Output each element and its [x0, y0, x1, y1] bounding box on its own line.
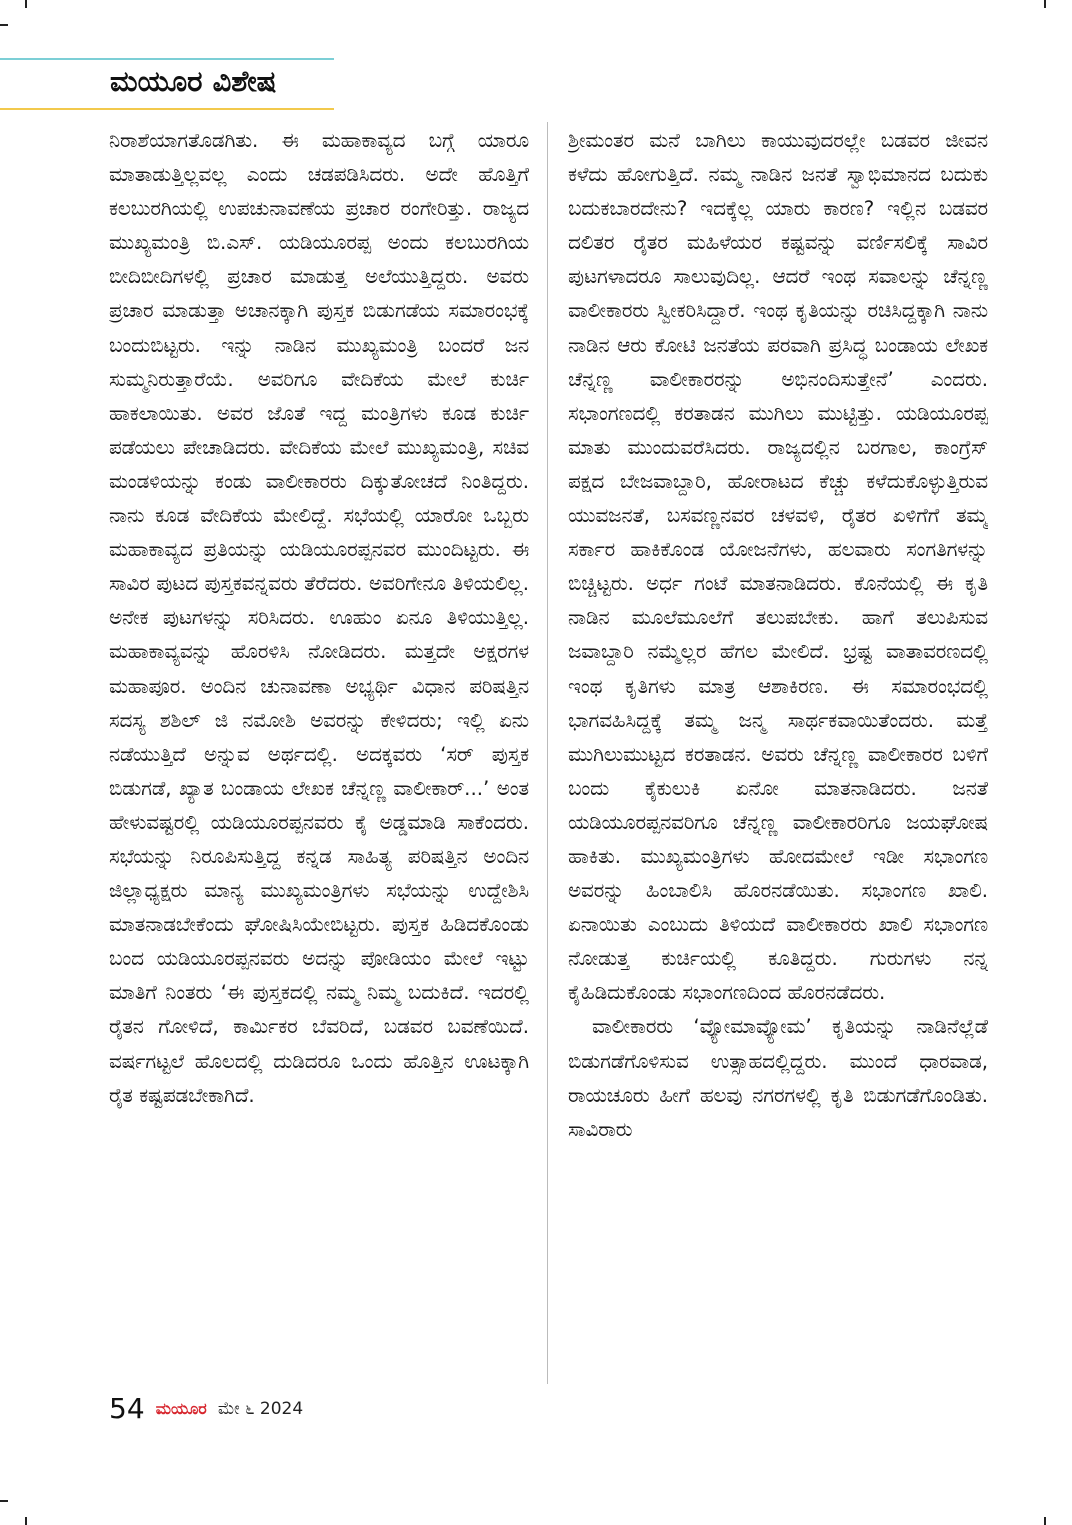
- article-column-right: [568, 124, 988, 1382]
- section-title: ಮಯೂರ ವಿಶೇಷ: [110, 64, 277, 98]
- column-divider: [547, 122, 548, 1384]
- crop-mark: [25, 0, 27, 8]
- crop-mark: [25, 1517, 27, 1525]
- article-column-left: [109, 124, 529, 1382]
- crop-mark: [1044, 1517, 1046, 1525]
- page-footer: [109, 1392, 303, 1428]
- crop-mark: [1044, 0, 1046, 8]
- issue-date: ಮೇ ೬ 2024: [217, 1398, 304, 1419]
- article-paragraph: ವಾಲೀಕಾರರು ‘ವ್ಯೋಮಾವ್ಯೋಮ’ ಕೃತಿಯನ್ನು ನಾಡಿನೆಲ್ಲೆಡೆ ಬಿಡುಗಡೆಗೊಳಿಸುವ ಉತ್ಸಾಹದಲ್ಲಿದ್ದರು. ಮುಂದೆ ಧಾರವಾಡ, ರಾಯಚೂರು ಹೀಗೆ ಹಲವು ನಗರಗಳಲ್ಲಿ ಕೃತಿ ಬಿಡುಗಡೆಗೊಂಡಿತು. ಸಾವಿರಾರು: [568, 1015, 988, 1141]
- crop-mark: [0, 24, 8, 26]
- article-paragraph: ನಿರಾಶೆಯಾಗತೊಡಗಿತು. ಈ ಮಹಾಕಾವ್ಯದ ಬಗ್ಗೆ ಯಾರೂ ಮಾತಾಡುತ್ತಿಲ್ಲವಲ್ಲ ಎಂದು ಚಡಪಡಿಸಿದರು. ಅದೇ ಹೊತ್ತಿಗೆ ಕಲಬುರಗಿಯಲ್ಲಿ ಉಪಚುನಾವಣೆಯ ಪ್ರಚಾರ ರಂಗೇರಿತ್ತು. ರಾಜ್ಯದ ಮುಖ್ಯಮಂತ್ರಿ ಬಿ.ಎಸ್. ಯಡಿಯೂರಪ್ಪ ಅಂದು ಕಲಬುರಗಿಯ ಬೀದಿಬೀದಿಗಳಲ್ಲಿ ಪ್ರಚಾರ ಮಾಡುತ್ತ ಅಲೆಯುತ್ತಿದ್ದರು. ಅವರು ಪ್ರಚಾರ ಮಾಡುತ್ತಾ ಅಚಾನಕ್ಕಾಗಿ ಪುಸ್ತಕ ಬಿಡುಗಡೆಯ ಸಮಾರಂಭಕ್ಕೆ ಬಂದುಬಿಟ್ಟರು. ಇನ್ನು ನಾಡಿನ ಮುಖ್ಯಮಂತ್ರಿ ಬಂದರೆ ಜನ ಸುಮ್ಮನಿರುತ್ತಾರೆಯೆ. ಅವರಿಗೂ ವೇದಿಕೆಯ ಮೇಲೆ ಕುರ್ಚಿ ಹಾಕಲಾಯಿತು. ಅವರ ಜೊತೆ ಇದ್ದ ಮಂತ್ರಿಗಳು ಕೂಡ ಕುರ್ಚಿ ಪಡೆಯಲು ಪೇಚಾಡಿದರು. ವೇದಿಕೆಯ ಮೇಲೆ ಮುಖ್ಯಮಂತ್ರಿ, ಸಚಿವ ಮಂಡಳಿಯನ್ನು ಕಂಡು ವಾಲೀಕಾರರು ದಿಕ್ಕುತೋಚದೆ ನಿಂತಿದ್ದರು. ನಾನು ಕೂಡ ವೇದಿಕೆಯ ಮೇಲಿದ್ದೆ. ಸಭೆಯಲ್ಲಿ ಯಾರೋ ಒಬ್ಬರು ಮಹಾಕಾವ್ಯದ ಪ್ರತಿಯನ್ನು ಯಡಿಯೂರಪ್ಪನವರ ಮುಂದಿಟ್ಟರು. ಈ ಸಾವಿರ ಪುಟದ ಪುಸ್ತಕವನ್ನವರು ತೆರೆದರು. ಅವರಿಗೇನೂ ತಿಳಿಯಲಿಲ್ಲ. ಅನೇಕ ಪುಟಗಳನ್ನು ಸರಿಸಿದರು. ಊಹುಂ ಏನೂ ತಿಳಿಯುತ್ತಿಲ್ಲ. ಮಹಾಕಾವ್ಯವನ್ನು ಹೊರಳಿಸಿ ನೋಡಿದರು. ಮತ್ತದೇ ಅಕ್ಷರಗಳ ಮಹಾಪೂರ. ಅಂದಿನ ಚುನಾವಣಾ ಅಭ್ಯರ್ಥಿ ವಿಧಾನ ಪರಿಷತ್ತಿನ ಸದಸ್ಯ ಶಶಿಲ್ ಜಿ ನಮೋಶಿ ಅವರನ್ನು ಕೇಳಿದರು; ಇಲ್ಲಿ ಏನು ನಡೆಯುತ್ತಿದೆ ಅನ್ನುವ ಅರ್ಥದಲ್ಲಿ. ಅದಕ್ಕವರು ‘ಸರ್ ಪುಸ್ತಕ ಬಿಡುಗಡೆ, ಖ್ಯಾತ ಬಂಡಾಯ ಲೇಖಕ ಚೆನ್ನಣ್ಣ ವಾಲೀಕಾರ್...’ ಅಂತ ಹೇಳುವಷ್ಟರಲ್ಲಿ ಯಡಿಯೂರಪ್ಪನವರು ಕೈ ಅಡ್ಡಮಾಡಿ ಸಾಕೆಂದರು. ಸಭೆಯನ್ನು ನಿರೂಪಿಸುತ್ತಿದ್ದ ಕನ್ನಡ ಸಾಹಿತ್ಯ ಪರಿಷತ್ತಿನ ಅಂದಿನ ಜಿಲ್ಲಾಧ್ಯಕ್ಷರು ಮಾನ್ಯ ಮುಖ್ಯಮಂತ್ರಿಗಳು ಸಭೆಯನ್ನು ಉದ್ದೇಶಿಸಿ ಮಾತನಾಡಬೇಕೆಂದು ಘೋಷಿಸಿಯೇಬಿಟ್ಟರು. ಪುಸ್ತಕ ಹಿಡಿದಕೊಂಡು ಬಂದ ಯಡಿಯೂರಪ್ಪನವರು ಅದನ್ನು ಪೋಡಿಯಂ ಮೇಲೆ ಇಟ್ಟು ಮಾತಿಗೆ ನಿಂತರು ‘ಈ ಪುಸ್ತಕದಲ್ಲಿ ನಮ್ಮ ನಿಮ್ಮ ಬದುಕಿದೆ. ಇದರಲ್ಲಿ ರೈತನ ಗೋಳಿದೆ, ಕಾರ್ಮಿಕರ ಬೆವರಿದೆ, ಬಡವರ ಬವಣೆಯಿದೆ. ವರ್ಷಗಟ್ಟಲೆ ಹೊಲದಲ್ಲಿ ದುಡಿದರೂ ಒಂದು ಹೊತ್ತಿನ ಊಟಕ್ಕಾಗಿ ರೈತ ಕಷ್ಟಪಡಬೇಕಾಗಿದೆ.: [109, 129, 529, 1107]
- article-paragraph: ಶ್ರೀಮಂತರ ಮನೆ ಬಾಗಿಲು ಕಾಯುವುದರಲ್ಲೇ ಬಡವರ ಜೀವನ ಕಳೆದು ಹೋಗುತ್ತಿದೆ. ನಮ್ಮ ನಾಡಿನ ಜನತೆ ಸ್ವಾಭಿಮಾನದ ಬದುಕು ಬದುಕಬಾರದೇನು? ಇದಕ್ಕೆಲ್ಲ ಯಾರು ಕಾರಣ? ಇಲ್ಲಿನ ಬಡವರ ದಲಿತರ ರೈತರ ಮಹಿಳೆಯರ ಕಷ್ಟವನ್ನು ವರ್ಣಿಸಲಿಕ್ಕೆ ಸಾವಿರ ಪುಟಗಳಾದರೂ ಸಾಲುವುದಿಲ್ಲ. ಆದರೆ ಇಂಥ ಸವಾಲನ್ನು ಚೆನ್ನಣ್ಣ ವಾಲೀಕಾರರು ಸ್ವೀಕರಿಸಿದ್ದಾರೆ. ಇಂಥ ಕೃತಿಯನ್ನು ರಚಿಸಿದ್ದಕ್ಕಾಗಿ ನಾನು ನಾಡಿನ ಆರು ಕೋಟಿ ಜನತೆಯ ಪರವಾಗಿ ಪ್ರಸಿದ್ಧ ಬಂಡಾಯ ಲೇಖಕ ಚೆನ್ನಣ್ಣ ವಾಲೀಕಾರರನ್ನು ಅಭಿನಂದಿಸುತ್ತೇನೆ’ ಎಂದರು. ಸಭಾಂಗಣದಲ್ಲಿ ಕರತಾಡನ ಮುಗಿಲು ಮುಟ್ಟಿತ್ತು. ಯಡಿಯೂರಪ್ಪ ಮಾತು ಮುಂದುವರೆಸಿದರು. ರಾಜ್ಯದಲ್ಲಿನ ಬರಗಾಲ, ಕಾಂಗ್ರೆಸ್ ಪಕ್ಷದ ಬೇಜವಾಬ್ದಾರಿ, ಹೋರಾಟದ ಕೆಚ್ಚು ಕಳೆದುಕೊಳ್ಳುತ್ತಿರುವ ಯುವಜನತೆ, ಬಸವಣ್ಣನವರ ಚಳವಳಿ, ರೈತರ ಏಳಿಗೆಗೆ ತಮ್ಮ ಸರ್ಕಾರ ಹಾಕಿಕೊಂಡ ಯೋಜನೆಗಳು, ಹಲವಾರು ಸಂಗತಿಗಳನ್ನು ಬಿಚ್ಚಿಟ್ಟರು. ಅರ್ಧ ಗಂಟೆ ಮಾತನಾಡಿದರು. ಕೊನೆಯಲ್ಲಿ ಈ ಕೃತಿ ನಾಡಿನ ಮೂಲೆಮೂಲೆಗೆ ತಲುಪಬೇಕು. ಹಾಗೆ ತಲುಪಿಸುವ ಜವಾಬ್ದಾರಿ ನಮ್ಮೆಲ್ಲರ ಹೆಗಲ ಮೇಲಿದೆ. ಭ್ರಷ್ಟ ವಾತಾವರಣದಲ್ಲಿ ಇಂಥ ಕೃತಿಗಳು ಮಾತ್ರ ಆಶಾಕಿರಣ. ಈ ಸಮಾರಂಭದಲ್ಲಿ ಭಾಗವಹಿಸಿದ್ದಕ್ಕೆ ತಮ್ಮ ಜನ್ಮ ಸಾರ್ಥಕವಾಯಿತೆಂದರು. ಮತ್ತೆ ಮುಗಿಲುಮುಟ್ಟದ ಕರತಾಡನ. ಅವರು ಚೆನ್ನಣ್ಣ ವಾಲೀಕಾರರ ಬಳಿಗೆ ಬಂದು ಕೈಕುಲುಕಿ ಏನೋ ಮಾತನಾಡಿದರು. ಜನತೆ ಯಡಿಯೂರಪ್ಪನವರಿಗೂ ಚೆನ್ನಣ್ಣ ವಾಲೀಕಾರರಿಗೂ ಜಯಘೋಷ ಹಾಕಿತು. ಮುಖ್ಯಮಂತ್ರಿಗಳು ಹೋದಮೇಲೆ ಇಡೀ ಸಭಾಂಗಣ ಅವರನ್ನು ಹಿಂಬಾಲಿಸಿ ಹೊರನಡೆಯಿತು. ಸಭಾಂಗಣ ಖಾಲಿ. ಏನಾಯಿತು ಎಂಬುದು ತಿಳಿಯದೆ ವಾಲೀಕಾರರು ಖಾಲಿ ಸಭಾಂಗಣ ನೋಡುತ್ತ ಕುರ್ಚಿಯಲ್ಲಿ ಕೂತಿದ್ದರು. ಗುರುಗಳು ನನ್ನ ಕೈಹಿಡಿದುಕೊಂಡು ಸಭಾಂಗಣದಿಂದ ಹೊರನಡೆದರು.: [568, 129, 988, 1005]
- header-rule-top: [0, 58, 334, 60]
- magazine-logo: ಮಯೂರ: [155, 1398, 207, 1418]
- page-number: 54: [109, 1392, 145, 1425]
- section-header: [0, 58, 334, 110]
- crop-mark: [0, 1500, 8, 1502]
- header-rule-bottom: [0, 108, 334, 110]
